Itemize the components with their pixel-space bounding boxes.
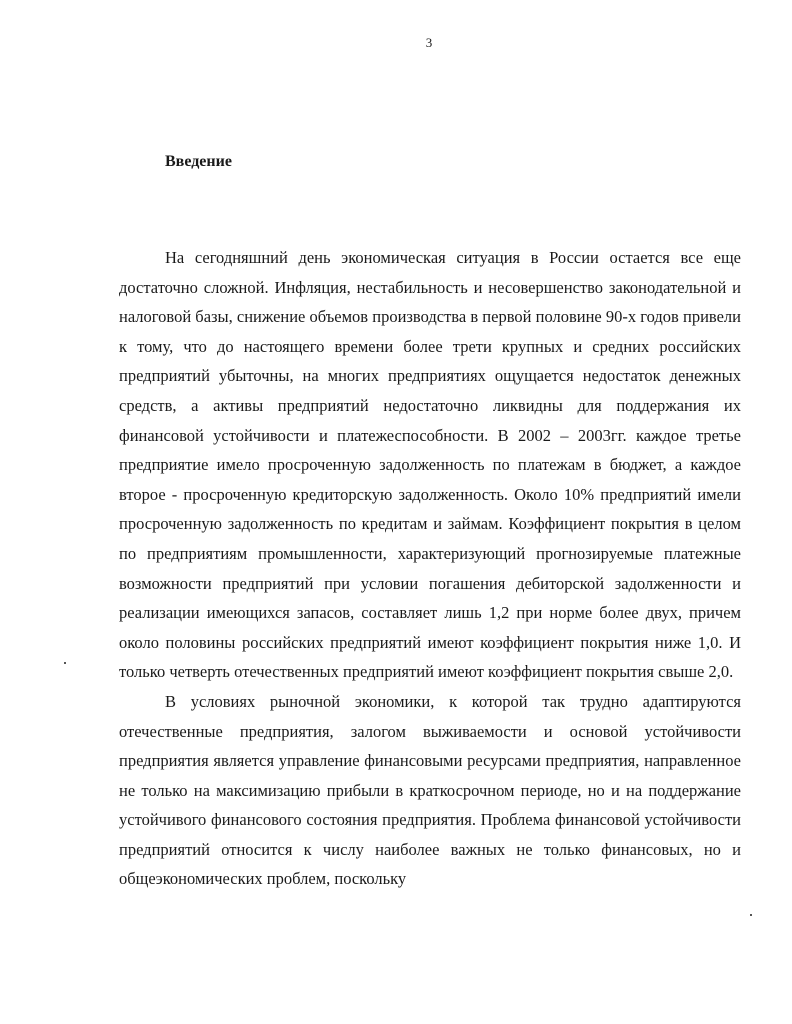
body-text bbox=[119, 243, 741, 894]
scan-speck bbox=[64, 662, 66, 664]
scan-speck bbox=[750, 914, 752, 916]
section-heading: Введение bbox=[165, 153, 232, 170]
paragraph: В условиях рыночной экономики, к которой так трудно адаптируются отечественные предприятия, залогом выживаемости и основой устойчивости предприятия является управление финансовыми ресурсами предприятия, направленное не только на максимизацию прибыли в краткосрочном периоде, но и на поддержание устойчивого финансового состояния предприятия. Проблема финансовой устойчивости предприятий относится к числу наиболее важных не только финансовых, но и общеэкономических проблем, поскольку bbox=[119, 691, 741, 889]
paragraph: На сегодняшний день экономическая ситуация в России остается все еще достаточно сложной. Инфляция, нестабильность и несовершенство законодательной и налоговой базы, снижение объемов производства в первой половине 90-х годов привели к тому, что до настоящего времени более трети крупных и средних российских предприятий убыточны, на многих предприятиях ощущается недостаток денежных средств, а активы предприятий недостаточно ликвидны для поддержания их финансовой устойчивости и платежеспособности. В 2002 – 2003гг. каждое третье предприятие имело просроченную задолженность по платежам в бюджет, а каждое второе - просроченную кредиторскую задолженность. Около 10% предприятий имели просроченную задолженность по кредитам и займам. Коэффициент покрытия в целом по предприятиям промышленности, характеризующий прогнозируемые платежные возможности предприятий при условии погашения дебиторской задолженности и реализации имеющихся запасов, составляет лишь 1,2 при норме более двух, причем около половины российских предприятий имеют коэффициент покрытия ниже 1,0. И только четверть отечественных предприятий имеют коэффициент покрытия свыше 2,0. bbox=[119, 248, 741, 682]
page-number: 3 bbox=[425, 35, 433, 50]
